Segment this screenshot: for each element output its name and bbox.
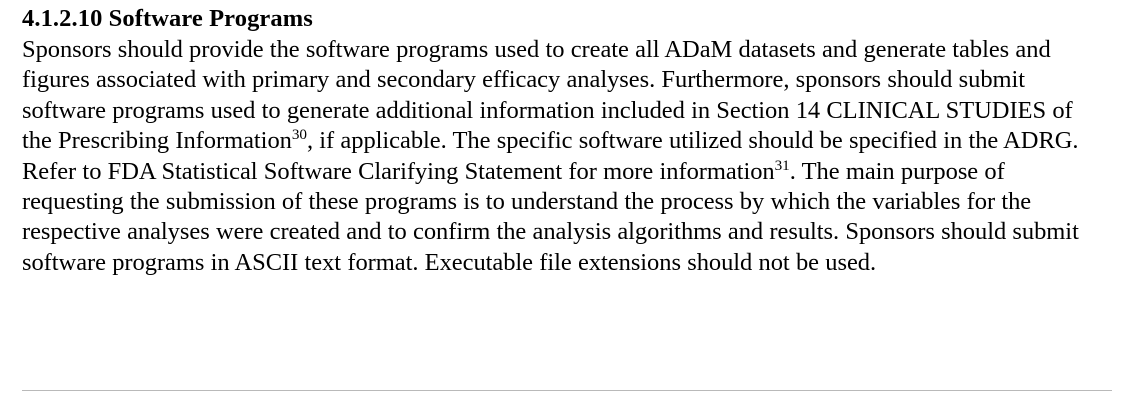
paragraph-text-part-2: , if applicable. The specific software utilized should be specified in the ADRG. Refer to FDA Statistical Software Clarifying Statement for more information <box>22 127 1079 185</box>
footnote-reference-31: 31 <box>774 156 790 174</box>
section-body-paragraph <box>22 35 1108 278</box>
page-bottom-divider <box>22 390 1112 391</box>
paragraph-text-part-1: Sponsors should provide the software programs used to create all ADaM datasets and generate tables and figures associated with primary and secondary efficacy analyses. Furthermore, sponsors should submit software programs used to generate additional information included in Section 14 CLINICAL STUDIES of the Prescribing Information <box>22 36 1073 155</box>
footnote-reference-30: 30 <box>291 126 307 144</box>
section-heading: 4.1.2.10 Software Programs <box>22 5 313 32</box>
paragraph-text-part-3: . The main purpose of requesting the submission of these programs is to understand the process by which the variables for the respective analyses were created and to confirm the analysis algorithms and results. Sponsors should submit software programs in ASCII text format. Executable file extensions should not be used. <box>22 157 1079 276</box>
